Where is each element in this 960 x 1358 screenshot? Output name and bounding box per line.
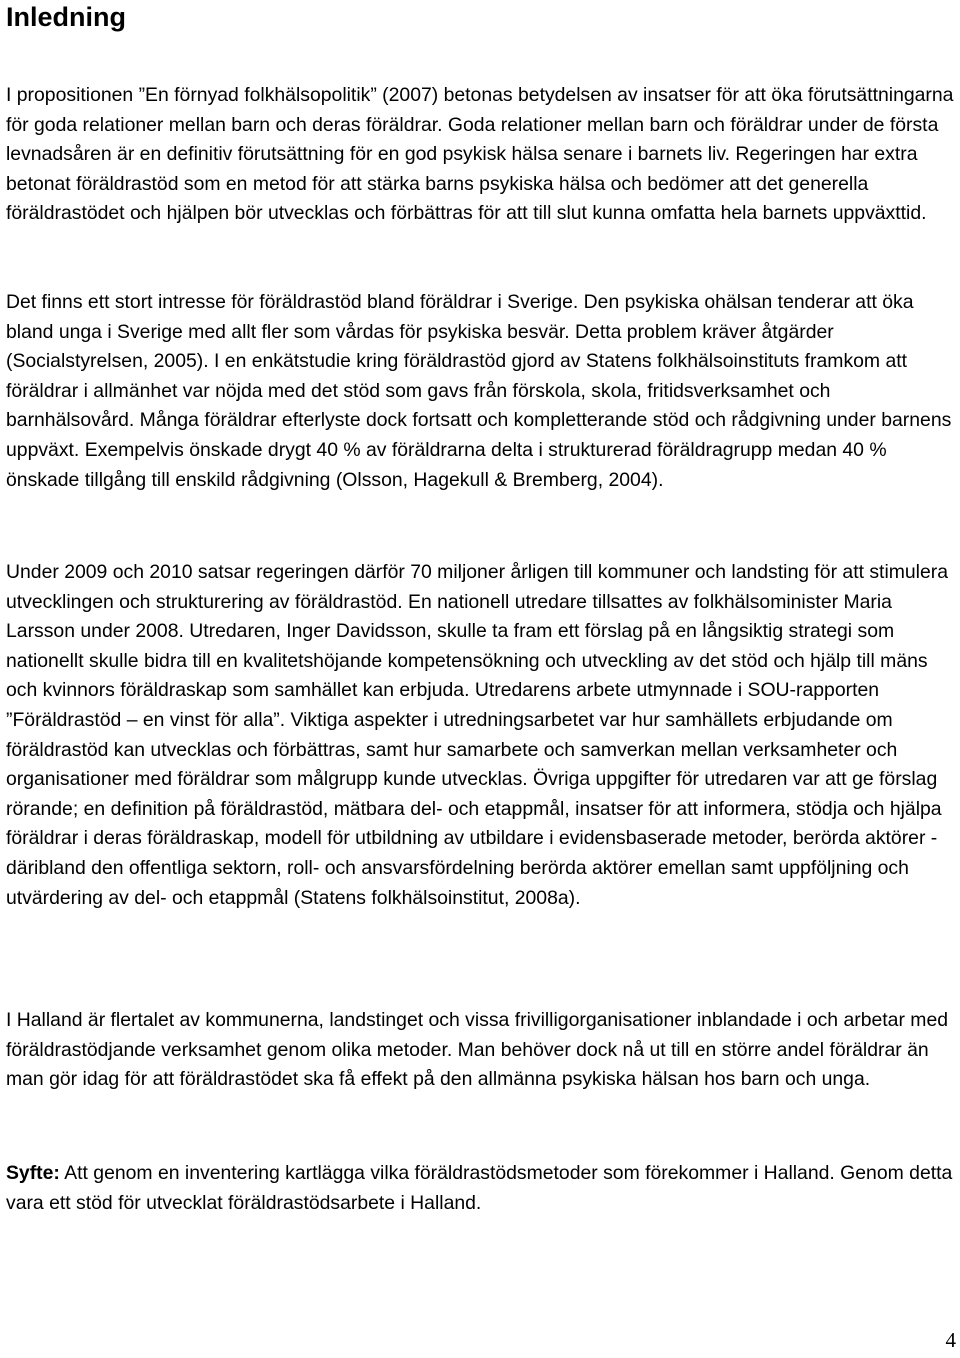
page-number: 4 [945,1328,956,1352]
page-heading: Inledning [6,2,126,32]
paragraph-3: Under 2009 och 2010 satsar regeringen därför 70 miljoner årligen till kommuner och landsting för att stimulera utvecklingen och strukturering av föräldrastöd. En nationell utredare tillsattes av folkhälsominister Maria Larsson under 2008. Utredaren, Inger Davidsson, skulle ta fram ett förslag på en långsiktig strategi som nationellt skulle bidra till en kvalitetshöjande kompetensökning och utveckling av det stöd och hjälp till mäns och kvinnors föräldraskap som samhället kan erbjuda. Utredarens arbete utmynnade i SOU-rapporten ”Föräldrastöd – en vinst för alla”. Viktiga aspekter i utredningsarbetet var hur samhällets erbjudande om föräldrastöd kan utvecklas och förbättras, samt hur samarbete och samverkan mellan verksamheter och organisationer med föräldrar som målgrupp kunde utvecklas. Övriga uppgifter för utredaren var att ge förslag rörande; en definition på föräldrastöd, mätbara del- och etappmål, insatser för att informera, stödja och hjälpa föräldrar i deras föräldraskap, modell för utbildning av utbildare i evidensbaserade metoder, berörda aktörer - däribland den offentliga sektorn, roll- och ansvarsfördelning berörda aktörer emellan samt uppföljning och utvärdering av del- och etappmål (Statens folkhälsoinstitut, 2008a). [6,561,949,909]
purpose-text: Att genom en inventering kartlägga vilka föräldrastödsmetoder som förekommer i Halland. Genom detta vara ett stöd för utvecklat föräldrastödsarbete i Halland. [6,1162,953,1214]
purpose-paragraph [6,1159,954,1218]
paragraph-1: I propositionen ”En förnyad folkhälsopolitik” (2007) betonas betydelsen av insatser för att öka förutsättningarna för goda relationer mellan barn och deras föräldrar. Goda relationer mellan barn och föräldrar under de första levnadsåren är en definitiv förutsättning för en god psykisk hälsa senare i barnets liv. Regeringen har extra betonat föräldrastöd som en metod för att stärka barns psykiska hälsa och bedömer att det generella föräldrastödet och hjälpen bör utvecklas och förbättras för att till slut kunna omfatta hela barnets uppväxttid. [6,84,954,225]
purpose-label: Syfte: [6,1162,60,1184]
paragraph-2: Det finns ett stort intresse för föräldrastöd bland föräldrar i Sverige. Den psykiska ohälsan tenderar att öka bland unga i Sverige med allt fler som vårdas för psykiska besvär. Detta problem kräver åtgärder (Socialstyrelsen, 2005). I en enkätstudie kring föräldrastöd gjord av Statens folkhälsoinstituts framkom att föräldrar i allmänhet var nöjda med det stöd som gavs från förskola, skola, fritidsverksamhet och barnhälsovård. Många föräldrar efterlyste dock fortsatt och kompletterande stöd och rådgivning under barnens uppväxt. Exempelvis önskade drygt 40 % av föräldrarna delta i strukturerad föräldragrupp medan 40 % önskade tillgång till enskild rådgivning (Olsson, Hagekull & Bremberg, 2004). [6,291,952,491]
paragraph-4: I Halland är flertalet av kommunerna, landstinget och vissa frivilligorganisationer inblandade i och arbetar med föräldrastödjande verksamhet genom olika metoder. Man behöver dock nå ut till en större andel föräldrar än man gör idag för att föräldrastödet ska få effekt på den allmänna psykiska hälsan hos barn och unga. [6,1009,949,1091]
